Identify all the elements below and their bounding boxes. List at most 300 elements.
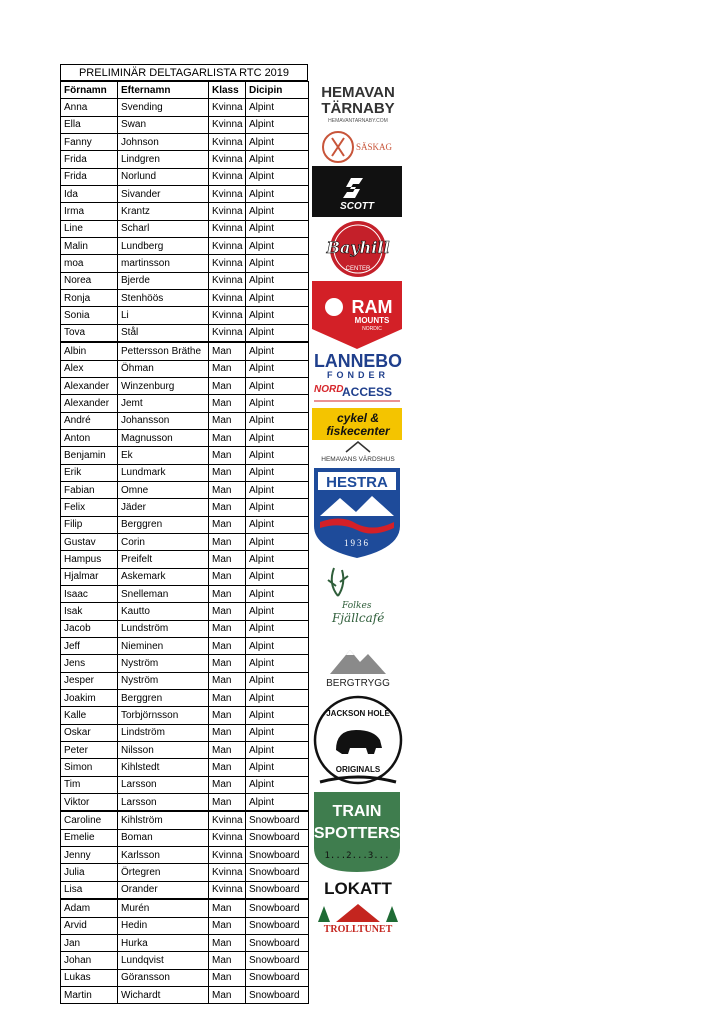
firstname-cell: Frida (61, 151, 118, 168)
train-logo-graphic (312, 790, 404, 874)
trolltunet-logo-graphic (312, 898, 404, 934)
firstname-cell: Viktor (61, 794, 118, 812)
lastname-cell: Berggren (118, 516, 209, 533)
firstname-cell: Tova (61, 324, 118, 342)
firstname-cell: Julia (61, 864, 118, 881)
firstname-cell: Johan (61, 952, 118, 969)
folkes-line2: Fjällcafé (332, 611, 385, 625)
firstname-cell: Isaac (61, 585, 118, 602)
lastname-cell: Hurka (118, 934, 209, 951)
lastname-cell: Norlund (118, 168, 209, 185)
discipline-cell: Alpint (246, 203, 309, 220)
discipline-cell: Alpint (246, 168, 309, 185)
discipline-cell: Alpint (246, 533, 309, 550)
bergtrygg-logo (312, 646, 404, 688)
class-cell: Man (209, 481, 246, 498)
lastname-cell: Sivander (118, 186, 209, 203)
hestra-year: 1936 (344, 538, 370, 548)
discipline-cell: Alpint (246, 186, 309, 203)
lastname-cell: Preifelt (118, 551, 209, 568)
vardshus-roof-icon (346, 442, 370, 452)
lastname-cell: Hedin (118, 917, 209, 934)
lastname-cell: Lundström (118, 620, 209, 637)
table-row (61, 672, 309, 689)
class-cell: Man (209, 499, 246, 516)
table-row (61, 429, 309, 446)
firstname-cell: Martin (61, 986, 118, 1003)
lastname-cell: Larsson (118, 794, 209, 812)
class-cell: Man (209, 899, 246, 917)
lastname-cell: Stål (118, 324, 209, 342)
firstname-cell: Line (61, 220, 118, 237)
train-line1: TRAIN (332, 803, 382, 820)
table-row (61, 638, 309, 655)
lastname-cell: Lindström (118, 724, 209, 741)
class-cell: Man (209, 342, 246, 360)
table-row (61, 395, 309, 412)
class-cell: Man (209, 533, 246, 550)
discipline-cell: Alpint (246, 742, 309, 759)
jackson-hole-logo (312, 694, 404, 788)
discipline-cell: Alpint (246, 620, 309, 637)
firstname-cell: Anton (61, 429, 118, 446)
discipline-cell: Alpint (246, 499, 309, 516)
discipline-cell: Snowboard (246, 811, 309, 829)
table-row (61, 864, 309, 881)
discipline-cell: Snowboard (246, 917, 309, 934)
hemavans-vardshus-logo (312, 440, 404, 464)
lastname-cell: Stenhöös (118, 290, 209, 307)
table-row (61, 499, 309, 516)
table-row (61, 324, 309, 342)
firstname-cell: Peter (61, 742, 118, 759)
firstname-cell: Frida (61, 168, 118, 185)
class-cell: Kvinna (209, 220, 246, 237)
ram-head-icon (325, 298, 343, 316)
discipline-cell: Alpint (246, 776, 309, 793)
lastname-cell: Li (118, 307, 209, 324)
class-cell: Man (209, 551, 246, 568)
firstname-cell: Hjalmar (61, 568, 118, 585)
lastname-cell: Pettersson Bräthe (118, 342, 209, 360)
class-cell: Man (209, 742, 246, 759)
class-cell: Man (209, 969, 246, 986)
jackson-line2: ORIGINALS (335, 765, 381, 774)
firstname-cell: Fabian (61, 481, 118, 498)
firstname-cell: Emelie (61, 829, 118, 846)
table-row (61, 620, 309, 637)
discipline-cell: Alpint (246, 220, 309, 237)
lokatt-logo (312, 876, 404, 898)
class-cell: Kvinna (209, 829, 246, 846)
table-row (61, 516, 309, 533)
lastname-cell: Jäder (118, 499, 209, 516)
class-cell: Kvinna (209, 811, 246, 829)
class-cell: Kvinna (209, 238, 246, 255)
table-row (61, 742, 309, 759)
table-row (61, 829, 309, 846)
class-cell: Man (209, 690, 246, 707)
table-row (61, 881, 309, 899)
lastname-cell: Askemark (118, 568, 209, 585)
firstname-cell: Isak (61, 603, 118, 620)
lastname-cell: Wichardt (118, 986, 209, 1003)
class-cell: Man (209, 952, 246, 969)
table-row (61, 724, 309, 741)
firstname-cell: Sonia (61, 307, 118, 324)
discipline-cell: Snowboard (246, 847, 309, 864)
discipline-cell: Alpint (246, 464, 309, 481)
table-row (61, 759, 309, 776)
class-cell: Kvinna (209, 307, 246, 324)
table-row (61, 412, 309, 429)
class-cell: Man (209, 412, 246, 429)
firstname-cell: Fanny (61, 134, 118, 151)
table-row (61, 447, 309, 464)
bergtrygg-mountain-icon (330, 650, 386, 674)
firstname-cell: Jesper (61, 672, 118, 689)
firstname-cell: Hampus (61, 551, 118, 568)
firstname-cell: Ella (61, 116, 118, 133)
table-row (61, 847, 309, 864)
ram-text: RAM (351, 297, 393, 317)
lastname-cell: Lindgren (118, 151, 209, 168)
class-cell: Man (209, 568, 246, 585)
firstname-cell: André (61, 412, 118, 429)
discipline-cell: Alpint (246, 272, 309, 289)
lastname-cell: Boman (118, 829, 209, 846)
lastname-cell: Omne (118, 481, 209, 498)
lastname-cell: Öhman (118, 360, 209, 377)
discipline-cell: Snowboard (246, 952, 309, 969)
table-row (61, 952, 309, 969)
header-firstname: Förnamn (61, 82, 118, 99)
class-cell: Man (209, 724, 246, 741)
table-row (61, 203, 309, 220)
firstname-cell: Felix (61, 499, 118, 516)
discipline-cell: Alpint (246, 638, 309, 655)
firstname-cell: Jacob (61, 620, 118, 637)
discipline-cell: Snowboard (246, 899, 309, 917)
lastname-cell: Nilsson (118, 742, 209, 759)
lastname-cell: Bjerde (118, 272, 209, 289)
discipline-cell: Snowboard (246, 969, 309, 986)
class-cell: Man (209, 917, 246, 934)
discipline-cell: Alpint (246, 481, 309, 498)
folkes-logo-graphic (312, 564, 404, 636)
cykel-line1: cykel & (336, 411, 380, 425)
class-cell: Kvinna (209, 847, 246, 864)
vardshus-logo-graphic (312, 440, 404, 464)
discipline-cell: Alpint (246, 551, 309, 568)
lokatt-logo-graphic (312, 876, 404, 898)
lastname-cell: Winzenburg (118, 377, 209, 394)
scott-logo-graphic (312, 166, 404, 217)
firstname-cell: Jan (61, 934, 118, 951)
class-cell: Man (209, 360, 246, 377)
discipline-cell: Alpint (246, 360, 309, 377)
hemavan-url: HEMAVANTARNABY.COM (328, 118, 388, 124)
firstname-cell: Erik (61, 464, 118, 481)
firstname-cell: Arvid (61, 917, 118, 934)
saskag-logo-graphic (312, 126, 404, 168)
lannebo-logo-graphic (312, 350, 404, 380)
discipline-cell: Alpint (246, 690, 309, 707)
table-row (61, 776, 309, 793)
folkes-line1: Folkes (342, 601, 372, 611)
table-row (61, 377, 309, 394)
lokatt-text: LOKATT (324, 879, 392, 898)
ram-sub2: NORDIC (362, 326, 382, 332)
lastname-cell: Lundmark (118, 464, 209, 481)
class-cell: Man (209, 986, 246, 1003)
lastname-cell: Nieminen (118, 638, 209, 655)
hestra-logo (312, 466, 404, 560)
participant-list (60, 64, 308, 1004)
bayhill-sub: CENTER (345, 266, 371, 272)
header-class: Klass (209, 82, 246, 99)
table-row (61, 934, 309, 951)
bergtrygg-snowcap (346, 650, 354, 655)
table-row (61, 794, 309, 812)
table-row (61, 186, 309, 203)
class-cell: Man (209, 707, 246, 724)
class-cell: Man (209, 464, 246, 481)
discipline-cell: Alpint (246, 290, 309, 307)
discipline-cell: Alpint (246, 255, 309, 272)
header-lastname: Efternamn (118, 82, 209, 99)
firstname-cell: Gustav (61, 533, 118, 550)
table-row (61, 464, 309, 481)
discipline-cell: Alpint (246, 429, 309, 446)
lastname-cell: Lundberg (118, 238, 209, 255)
discipline-cell: Alpint (246, 134, 309, 151)
table-row (61, 899, 309, 917)
table-row (61, 168, 309, 185)
lastname-cell: Svending (118, 99, 209, 116)
firstname-cell: Alexander (61, 395, 118, 412)
class-cell: Man (209, 934, 246, 951)
firstname-cell: Albin (61, 342, 118, 360)
discipline-cell: Snowboard (246, 881, 309, 899)
table-row (61, 342, 309, 360)
lastname-cell: Göransson (118, 969, 209, 986)
discipline-cell: Alpint (246, 568, 309, 585)
class-cell: Man (209, 776, 246, 793)
class-cell: Kvinna (209, 99, 246, 116)
table-row (61, 116, 309, 133)
discipline-cell: Alpint (246, 307, 309, 324)
firstname-cell: Alex (61, 360, 118, 377)
lastname-cell: Kihlström (118, 811, 209, 829)
discipline-cell: Alpint (246, 99, 309, 116)
class-cell: Kvinna (209, 134, 246, 151)
nordaccess-line2: ACCESS (342, 385, 393, 399)
table-row (61, 969, 309, 986)
table-row (61, 603, 309, 620)
discipline-cell: Alpint (246, 759, 309, 776)
cykel-fiskecenter-logo (312, 408, 404, 440)
scott-logo (312, 166, 404, 217)
firstname-cell: Simon (61, 759, 118, 776)
class-cell: Kvinna (209, 290, 246, 307)
lastname-cell: Johnson (118, 134, 209, 151)
table-row (61, 99, 309, 116)
class-cell: Man (209, 395, 246, 412)
discipline-cell: Alpint (246, 151, 309, 168)
scott-text: SCOTT (340, 201, 374, 212)
folkes-antler-icon (328, 568, 348, 596)
firstname-cell: Ida (61, 186, 118, 203)
firstname-cell: Alexander (61, 377, 118, 394)
lastname-cell: Berggren (118, 690, 209, 707)
table-row (61, 533, 309, 550)
firstname-cell: Jens (61, 655, 118, 672)
firstname-cell: Adam (61, 899, 118, 917)
lastname-cell: Kihlstedt (118, 759, 209, 776)
firstname-cell: Jeff (61, 638, 118, 655)
hemavan-line1: HEMAVAN (321, 84, 395, 101)
class-cell: Man (209, 638, 246, 655)
firstname-cell: moa (61, 255, 118, 272)
cykel-logo-graphic (312, 408, 404, 440)
lastname-cell: Snelleman (118, 585, 209, 602)
firstname-cell: Irma (61, 203, 118, 220)
lastname-cell: Larsson (118, 776, 209, 793)
table-row (61, 568, 309, 585)
ram-logo-graphic (312, 281, 404, 349)
class-cell: Man (209, 655, 246, 672)
trolltunet-logo (312, 898, 404, 934)
firstname-cell: Benjamin (61, 447, 118, 464)
class-cell: Man (209, 620, 246, 637)
participant-table (60, 81, 309, 1004)
nord-access-logo (312, 380, 404, 406)
class-cell: Man (209, 672, 246, 689)
bergtrygg-logo-graphic (312, 646, 404, 688)
vardshus-text: HEMAVANS VÄRDSHUS (321, 456, 395, 463)
discipline-cell: Alpint (246, 603, 309, 620)
class-cell: Kvinna (209, 272, 246, 289)
firstname-cell: Lisa (61, 881, 118, 899)
folkes-fjallcafe-logo (312, 564, 404, 636)
firstname-cell: Caroline (61, 811, 118, 829)
jackson-line1: JACKSON HOLE (326, 709, 390, 718)
bayhill-logo-graphic (312, 219, 404, 279)
train-sub: 1...2...3... (324, 851, 390, 861)
table-body (61, 99, 309, 1004)
discipline-cell: Alpint (246, 585, 309, 602)
table-row (61, 811, 309, 829)
sponsor-column (312, 82, 404, 942)
page-title: PRELIMINÄR DELTAGARLISTA RTC 2019 (60, 64, 308, 81)
table-row (61, 360, 309, 377)
saskag-logo (312, 126, 404, 168)
nordaccess-line1: NORD (314, 384, 344, 395)
class-cell: Man (209, 759, 246, 776)
class-cell: Man (209, 585, 246, 602)
class-cell: Kvinna (209, 324, 246, 342)
firstname-cell: Tim (61, 776, 118, 793)
class-cell: Kvinna (209, 255, 246, 272)
hestra-text: HESTRA (326, 474, 388, 491)
class-cell: Kvinna (209, 186, 246, 203)
lastname-cell: Jemt (118, 395, 209, 412)
lastname-cell: Nyström (118, 655, 209, 672)
lannebo-line1: LANNEBO (314, 351, 402, 371)
class-cell: Kvinna (209, 168, 246, 185)
firstname-cell: Joakim (61, 690, 118, 707)
table-row (61, 290, 309, 307)
lastname-cell: Kautto (118, 603, 209, 620)
lastname-cell: Örtegren (118, 864, 209, 881)
discipline-cell: Alpint (246, 672, 309, 689)
discipline-cell: Alpint (246, 377, 309, 394)
table-row (61, 585, 309, 602)
discipline-cell: Alpint (246, 324, 309, 342)
discipline-cell: Alpint (246, 516, 309, 533)
discipline-cell: Snowboard (246, 864, 309, 881)
bayhill-text: Bayhill (326, 238, 390, 257)
lastname-cell: Krantz (118, 203, 209, 220)
discipline-cell: Alpint (246, 116, 309, 133)
class-cell: Kvinna (209, 203, 246, 220)
lastname-cell: Corin (118, 533, 209, 550)
hemavan-tarnaby-logo (312, 82, 404, 124)
table-row (61, 307, 309, 324)
table-row (61, 917, 309, 934)
cykel-line2: fiskecenter (326, 424, 390, 438)
table-row (61, 238, 309, 255)
ram-sub: MOUNTS (354, 316, 390, 325)
class-cell: Man (209, 377, 246, 394)
train-line2: SPOTTERS (313, 825, 401, 842)
saskag-text: SÄSKAG (355, 142, 393, 152)
discipline-cell: Snowboard (246, 829, 309, 846)
table-row (61, 134, 309, 151)
table-row (61, 551, 309, 568)
firstname-cell: Ronja (61, 290, 118, 307)
discipline-cell: Alpint (246, 724, 309, 741)
hestra-logo-graphic (312, 466, 404, 560)
class-cell: Man (209, 447, 246, 464)
class-cell: Kvinna (209, 881, 246, 899)
discipline-cell: Alpint (246, 447, 309, 464)
lannebo-logo (312, 350, 404, 380)
jackson-horns (320, 777, 396, 782)
class-cell: Kvinna (209, 864, 246, 881)
lastname-cell: Nyström (118, 672, 209, 689)
table-row (61, 272, 309, 289)
train-spotters-logo (312, 790, 404, 874)
class-cell: Man (209, 794, 246, 812)
table-header-row (61, 82, 309, 99)
hemavan-line2: TÄRNABY (321, 100, 395, 117)
bergtrygg-text: BERGTRYGG (326, 678, 390, 688)
discipline-cell: Alpint (246, 794, 309, 812)
lastname-cell: Karlsson (118, 847, 209, 864)
lastname-cell: Johansson (118, 412, 209, 429)
discipline-cell: Snowboard (246, 934, 309, 951)
firstname-cell: Anna (61, 99, 118, 116)
lastname-cell: martinsson (118, 255, 209, 272)
table-row (61, 986, 309, 1003)
table-row (61, 151, 309, 168)
lastname-cell: Magnusson (118, 429, 209, 446)
class-cell: Kvinna (209, 151, 246, 168)
header-discipline: Dicipin (246, 82, 309, 99)
class-cell: Kvinna (209, 116, 246, 133)
